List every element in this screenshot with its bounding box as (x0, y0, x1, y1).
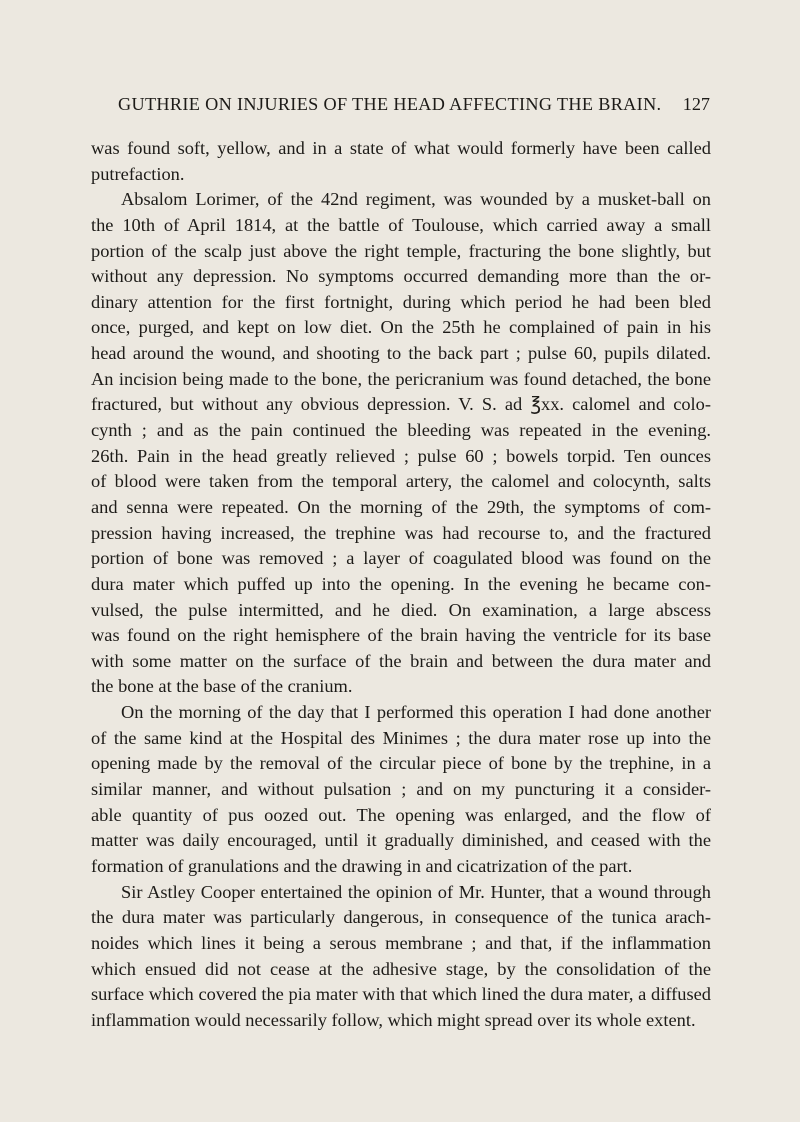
text-line: portion of the scalp just above the right temple, fracturing the bone slightly, but (91, 240, 711, 261)
text-line: Absalom Lorimer, of the 42nd regiment, was wounded by a musket-ball on (121, 189, 711, 210)
text-line: once, purged, and kept on low diet. On the 25th he complained of pain in his (91, 317, 711, 338)
text-line: pression having increased, the trephine was had recourse to, and the fractured (91, 522, 711, 543)
text-line: was found on the right hemisphere of the brain having the ventricle for its base (91, 625, 711, 646)
text-line: surface which covered the pia mater with that which lined the dura mater, a diffused (91, 984, 711, 1005)
text-line: of blood were taken from the temporal artery, the calomel and colocynth, salts (91, 471, 711, 492)
page-number: 127 (682, 94, 710, 114)
text-line: On the morning of the day that I performed this operation I had done another (121, 702, 711, 723)
text-line: fractured, but without any obvious depression. V. S. ad ℥xx. calomel and colo- (91, 394, 711, 415)
text-line: head around the wound, and shooting to the back part ; pulse 60, pupils dilated. (91, 343, 711, 364)
text-line: and senna were repeated. On the morning of the 29th, the symptoms of com- (91, 496, 711, 517)
text-line: able quantity of pus oozed out. The opening was enlarged, and the flow of (91, 804, 711, 825)
text-line: An incision being made to the bone, the pericranium was found detached, the bone (91, 368, 711, 389)
text-line: putrefaction. (91, 163, 185, 184)
text-line: dura mater which puffed up into the opening. In the evening he became con- (91, 573, 711, 594)
text-line: of the same kind at the Hospital des Minimes ; the dura mater rose up into the (91, 727, 711, 748)
running-head-title: GUTHRIE ON INJURIES OF THE HEAD AFFECTING THE BRAIN. (118, 94, 662, 114)
text-line: the dura mater was particularly dangerous, in consequence of the tunica arach- (91, 907, 711, 928)
text-line: with some matter on the surface of the brain and between the dura mater and (91, 650, 711, 671)
text-line: similar manner, and without pulsation ; and on my puncturing it a consider- (91, 779, 711, 800)
text-line: matter was daily encouraged, until it gradually diminished, and ceased with the (91, 830, 711, 851)
text-line: cynth ; and as the pain continued the bleeding was repeated in the evening. (91, 420, 711, 441)
text-line: inflammation would necessarily follow, which might spread over its whole extent. (91, 1009, 696, 1030)
text-line: noides which lines it being a serous membrane ; and that, if the inflammation (91, 932, 711, 953)
text-line: portion of bone was removed ; a layer of coagulated blood was found on the (91, 548, 711, 569)
text-line: the bone at the base of the cranium. (91, 676, 353, 697)
text-line: Sir Astley Cooper entertained the opinion of Mr. Hunter, that a wound through (121, 881, 711, 902)
text-line: 26th. Pain in the head greatly relieved ; pulse 60 ; bowels torpid. Ten ounces (91, 445, 711, 466)
text-line: the 10th of April 1814, at the battle of Toulouse, which carried away a small (91, 214, 711, 235)
text-line: which ensued did not cease at the adhesive stage, by the consolidation of the (91, 958, 711, 979)
text-line: opening made by the removal of the circular piece of bone by the trephine, in a (91, 753, 711, 774)
body-text (91, 136, 711, 1033)
text-line: vulsed, the pulse intermitted, and he died. On examination, a large abscess (91, 599, 711, 620)
text-line: dinary attention for the first fortnight, during which period he had been bled (91, 291, 711, 312)
text-line: was found soft, yellow, and in a state of what would formerly have been called (91, 138, 711, 158)
text-line: without any depression. No symptoms occurred demanding more than the or- (91, 266, 711, 287)
text-line: formation of granulations and the drawing in and cicatrization of the part. (91, 855, 633, 876)
running-head (118, 94, 710, 118)
